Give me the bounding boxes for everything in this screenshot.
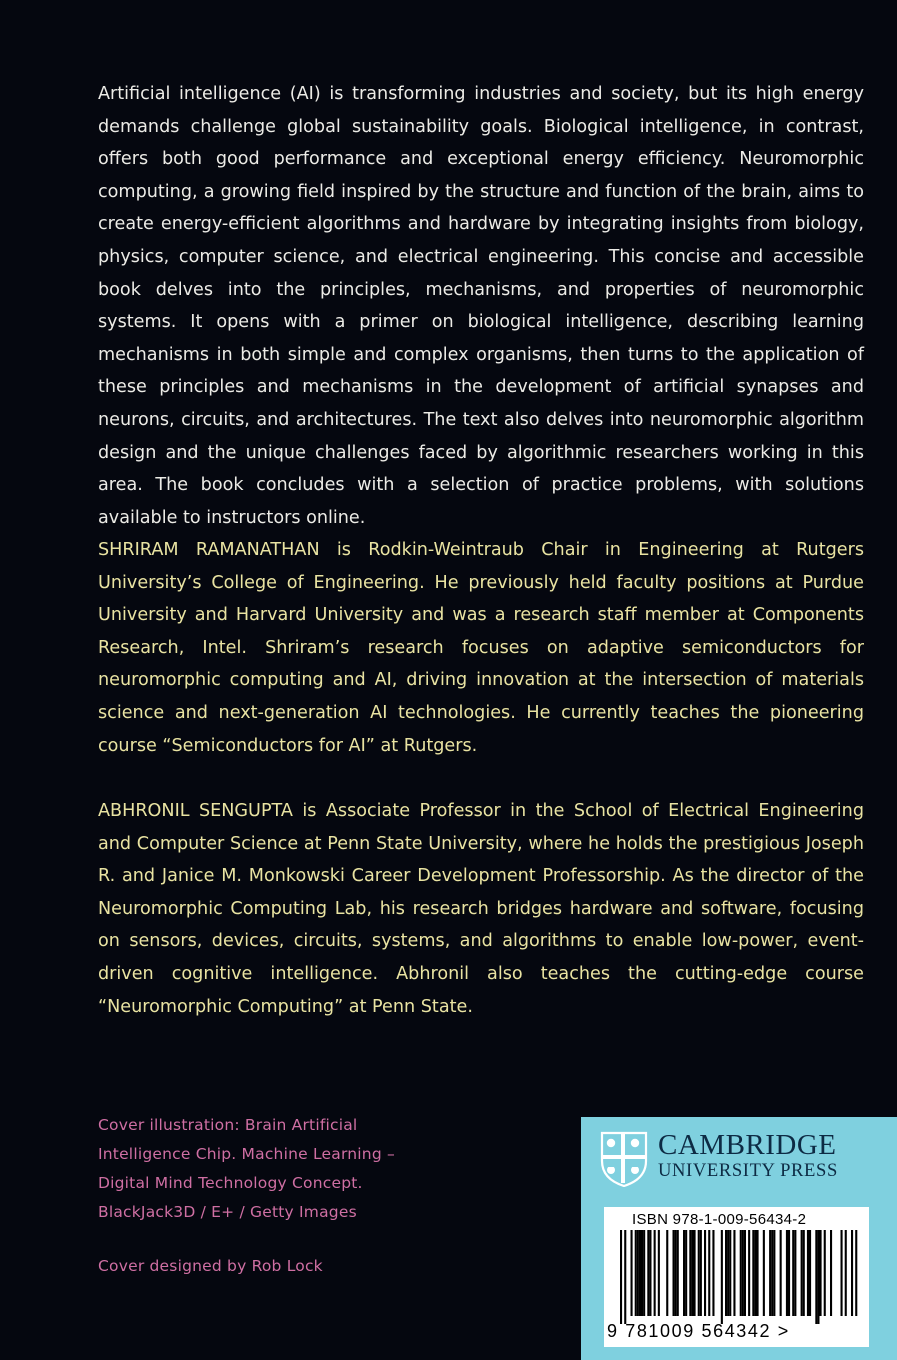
barcode-bar (708, 1230, 710, 1316)
barcode-bar (704, 1230, 706, 1316)
barcode-bar (635, 1230, 637, 1316)
barcode-bar (830, 1230, 832, 1316)
barcode-bars (620, 1230, 860, 1324)
barcode-bar (786, 1230, 788, 1316)
barcode-bar (666, 1230, 668, 1316)
barcode-bar (744, 1230, 746, 1316)
barcode-bar (824, 1230, 826, 1316)
publisher-panel (581, 1117, 897, 1360)
barcode-bar (841, 1230, 843, 1316)
author-bio-ramanathan: SHRIRAM RAMANATHAN is Rodkin-Weintraub Chair in Engineering at Rutgers University’s College of Engineering. He previously held faculty positions at Purdue University and Harvard University and was a research staff member at Components Research, Intel. Shriram’s research focuses on adaptive semiconductors for neuromorphic computing and AI, driving innovation at the intersection of materials science and next-generation AI technologies. He currently teaches the pioneering course “Semiconductors for AI” at Rutgers. (98, 540, 864, 756)
barcode-bar (855, 1230, 857, 1316)
barcode-bar (637, 1230, 639, 1316)
barcode-bar (689, 1230, 691, 1316)
barcode-bar (712, 1230, 714, 1316)
barcode-bar (788, 1230, 790, 1316)
publisher-name: CAMBRIDGE (658, 1129, 837, 1161)
barcode-bar (773, 1230, 775, 1316)
barcode-digits: 9 781009 564342 > (607, 1321, 790, 1341)
barcode-bar (691, 1230, 693, 1316)
barcode-bar (803, 1230, 805, 1316)
barcode-bar (845, 1230, 847, 1316)
barcode-block (604, 1207, 869, 1347)
barcode-bar (641, 1230, 643, 1316)
barcode-bar (647, 1230, 649, 1316)
barcode-bar (733, 1230, 735, 1316)
barcode-bar (673, 1230, 675, 1316)
barcode-bar (725, 1230, 727, 1316)
barcode-bar (643, 1230, 645, 1316)
barcode-bar (700, 1230, 702, 1316)
barcode-bar (742, 1230, 744, 1316)
barcode-bar (757, 1230, 759, 1316)
barcode-bar (654, 1230, 656, 1316)
barcode-bar (727, 1230, 729, 1316)
barcode-bar (721, 1230, 723, 1324)
barcode-bar (752, 1230, 754, 1316)
barcode-bar (780, 1230, 782, 1316)
barcode-bar (809, 1230, 811, 1316)
cover-illustration-credit: Cover illustration: Brain Artificial Intelligence Chip. Machine Learning – Digital Mind Technology Concept. BlackJack3D / E+ / Getty Images (98, 1116, 395, 1221)
barcode-bar (815, 1230, 817, 1324)
barcode-bar (817, 1230, 819, 1324)
barcode-bar (748, 1230, 750, 1316)
barcode-bar (694, 1230, 696, 1316)
barcode-bar (649, 1230, 651, 1316)
publisher-subtitle: UNIVERSITY PRESS (658, 1160, 838, 1181)
barcode-bar (658, 1230, 660, 1316)
barcode-bar (792, 1230, 794, 1316)
author-bio-sengupta: ABHRONIL SENGUPTA is Associate Professor in the School of Electrical Engineering and Computer Science at Penn State University, where he holds the prestigious Joseph R. and Janice M. Monkowski Career Development Professorship. As the director of the Neuromorphic Computing Lab, his research bridges hardware and software, focusing on sensors, devices, circuits, systems, and algorithms to enable low-power, event-driven cognitive intelligence. Abhronil also teaches the cutting-edge course “Neuromorphic Computing” at Penn State. (98, 801, 864, 1017)
barcode-bar (639, 1230, 641, 1316)
barcode-bar (769, 1230, 771, 1316)
barcode-bar (677, 1230, 679, 1316)
barcode-bar (807, 1230, 809, 1316)
barcode-bar (631, 1230, 633, 1316)
barcode-bar (851, 1230, 853, 1316)
barcode-bar (698, 1230, 700, 1316)
barcode-bar (729, 1230, 731, 1316)
barcode-bar (771, 1230, 773, 1316)
barcode-bar (801, 1230, 803, 1316)
barcode-bar (620, 1230, 622, 1324)
barcode-bar (820, 1230, 822, 1316)
barcode-bar (683, 1230, 685, 1316)
barcode-bar (763, 1230, 765, 1316)
barcode-bar (675, 1230, 677, 1316)
barcode-bar (754, 1230, 756, 1316)
cover-design-credit: Cover designed by Rob Lock (98, 1257, 323, 1275)
barcode-bar (794, 1230, 796, 1316)
barcode-bar (685, 1230, 687, 1316)
isbn-label: ISBN 978-1-009-56434-2 (632, 1211, 807, 1228)
barcode-bar (624, 1230, 626, 1324)
cambridge-crest-icon (600, 1131, 648, 1187)
book-description: Artificial intelligence (AI) is transforming industries and society, but its high energy demands challenge global sustainability goals. Biological intelligence, in contrast, offers both good performance and exceptional energy efficiency. Neuromorphic computing, a growing field inspired by the structure and function of the brain, aims to create energy-efficient algorithms and hardware by integrating insights from biology, physics, computer science, and electrical engineering. This concise and accessible book delves into the principles, mechanisms, and properties of neuromorphic systems. It opens with a primer on biological intelligence, describing learning mechanisms in both simple and complex organisms, then turns to the application of these principles and mechanisms in the development of artificial synapses and neurons, circuits, and architectures. The text also delves into neuromorphic algorithm design and the unique challenges faced by algorithmic researchers working in this area. The book concludes with a selection of practice problems, with solutions available to instructors online. (98, 84, 864, 528)
barcode-bar (740, 1230, 742, 1316)
